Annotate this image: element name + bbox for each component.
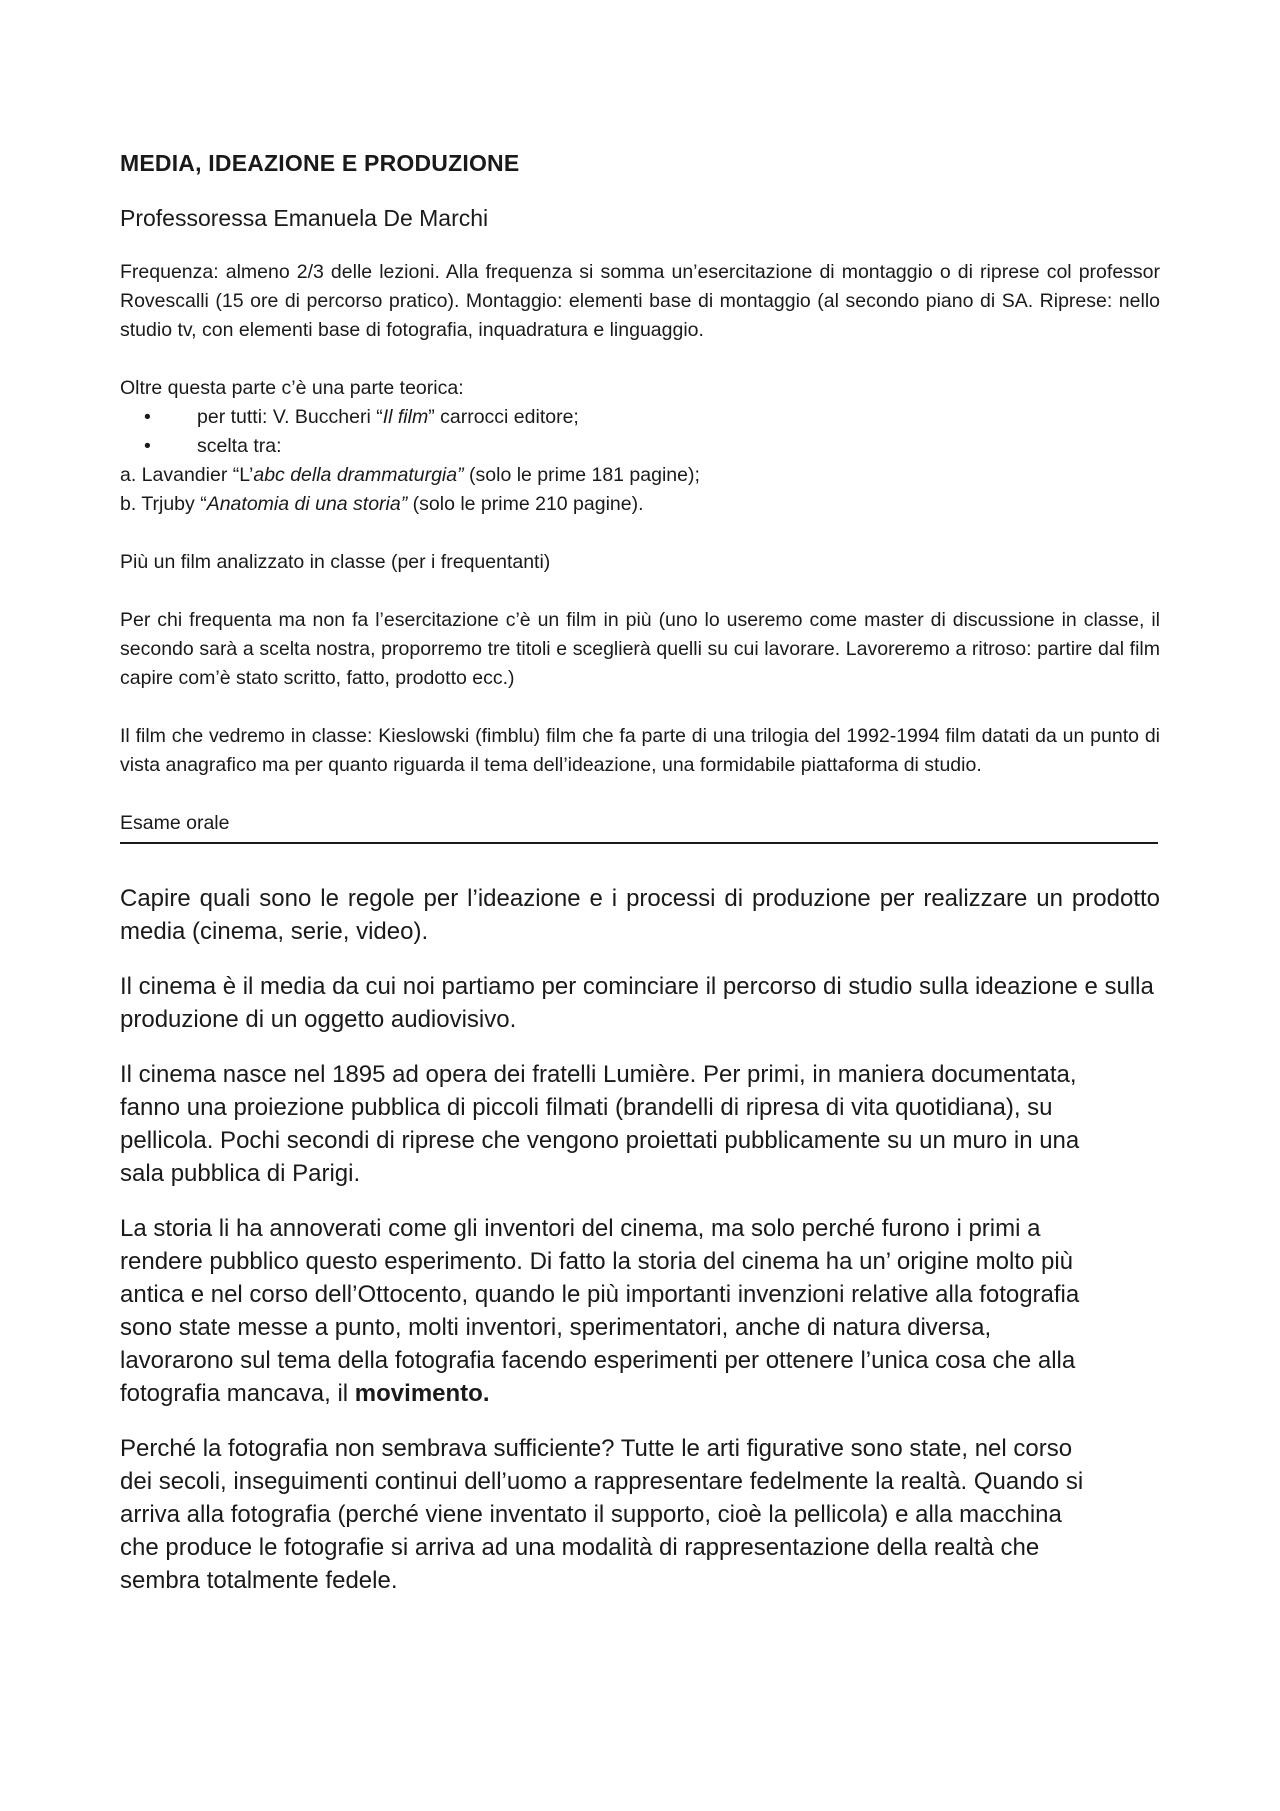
choice-item: a. Lavandier “L’abc della drammaturgia” (solo le prime 181 pagine); [120, 464, 700, 486]
bullet-item [120, 432, 1160, 461]
document-page [120, 150, 1160, 1619]
esame-label: Esame orale [120, 812, 230, 834]
teoria-intro: Oltre questa parte c’è una parte teorica: [120, 377, 464, 399]
frequenza-paragraph: Frequenza: almeno 2/3 delle lezioni. Alla frequenza si somma un’esercitazione di montaggio o di riprese col professor Rovescalli (15 ore di percorso pratico). Montaggio: elementi base di montaggio (al secondo piano di SA. Riprese: nello studio tv, con elementi base di fotografia, inquadratura e linguaggio. [120, 261, 1160, 341]
bullet-marker: • [144, 435, 151, 457]
body-paragraph-3: Il cinema nasce nel 1895 ad opera dei fratelli Lumière. Per primi, in maniera documentata, fanno una proiezione pubblica di piccoli filmati (brandelli di ripresa di vita quotidiana), su pellicola. Pochi secondi di riprese che vengono proiettati pubblicamente su un muro in una sala pubblica di Parigi. [120, 1061, 1080, 1187]
document-title: MEDIA, IDEAZIONE E PRODUZIONE [120, 150, 520, 176]
choice-item: b. Trjuby “Anatomia di una storia” (solo le prime 210 pagine). [120, 493, 644, 515]
film-classe-paragraph: Più un film analizzato in classe (per i frequentanti) [120, 551, 551, 573]
non-esercitazione-paragraph: Per chi frequenta ma non fa l’esercitazione c’è un film in più (uno lo useremo come master di discussione in classe, il secondo sarà a scelta nostra, proporremo tre titoli e sceglierà quelli su cui lavorare. Lavoreremo a ritroso: partire dal film capire com’è stato scritto, fatto, prodotto ecc.) [120, 609, 1160, 689]
emphasis-movimento: movimento. [354, 1380, 490, 1407]
body-paragraph-2: Il cinema è il media da cui noi partiamo per cominciare il percorso di studio sulla ideazione e sulla produzione di un oggetto audiovisivo. [120, 973, 1154, 1033]
bullet-text: per tutti: V. Buccheri “Il film” carrocci editore; [197, 406, 579, 428]
body-paragraph-4: La storia li ha annoverati come gli inventori del cinema, ma solo perché furono i primi a rendere pubblico questo esperimento. Di fatto la storia del cinema ha un’ origine molto più antica e nel corso dell’Ottocento, quando le più importanti invenzioni relative alla fotografia sono state messe a punto, molti inventori, sperimentatori, anche di natura diversa, lavorarono sul tema della fotografia facendo esperimenti per ottenere l’unica cosa che alla fotografia mancava, il movimento. [120, 1215, 1080, 1407]
kieslowski-paragraph: Il film che vedremo in classe: Kieslowski (fimblu) film che fa parte di una trilogia del 1992-1994 film datati da un punto di vista anagrafico ma per quanto riguarda il tema dell’ideazione, una formidabile piattaforma di studio. [120, 725, 1160, 776]
body-paragraph-1: Capire quali sono le regole per l’ideazione e i processi di produzione per realizzare un prodotto media (cinema, serie, video). [120, 885, 1160, 945]
section-divider [120, 842, 1158, 844]
bullet-text: scelta tra: [197, 435, 282, 457]
professor-name: Professoressa Emanuela De Marchi [120, 205, 489, 231]
bullet-item [120, 403, 1160, 432]
bullet-marker: • [144, 406, 151, 428]
body-paragraph-5: Perché la fotografia non sembrava sufficiente? Tutte le arti figurative sono state, nel corso dei secoli, inseguimenti continui dell’uomo a rappresentare fedelmente la realtà. Quando si arriva alla fotografia (perché viene inventato il supporto, cioè la pellicola) e alla macchina che produce le fotografie si arriva ad una modalità di rappresentazione della realtà che sembra totalmente fedele. [120, 1435, 1084, 1594]
